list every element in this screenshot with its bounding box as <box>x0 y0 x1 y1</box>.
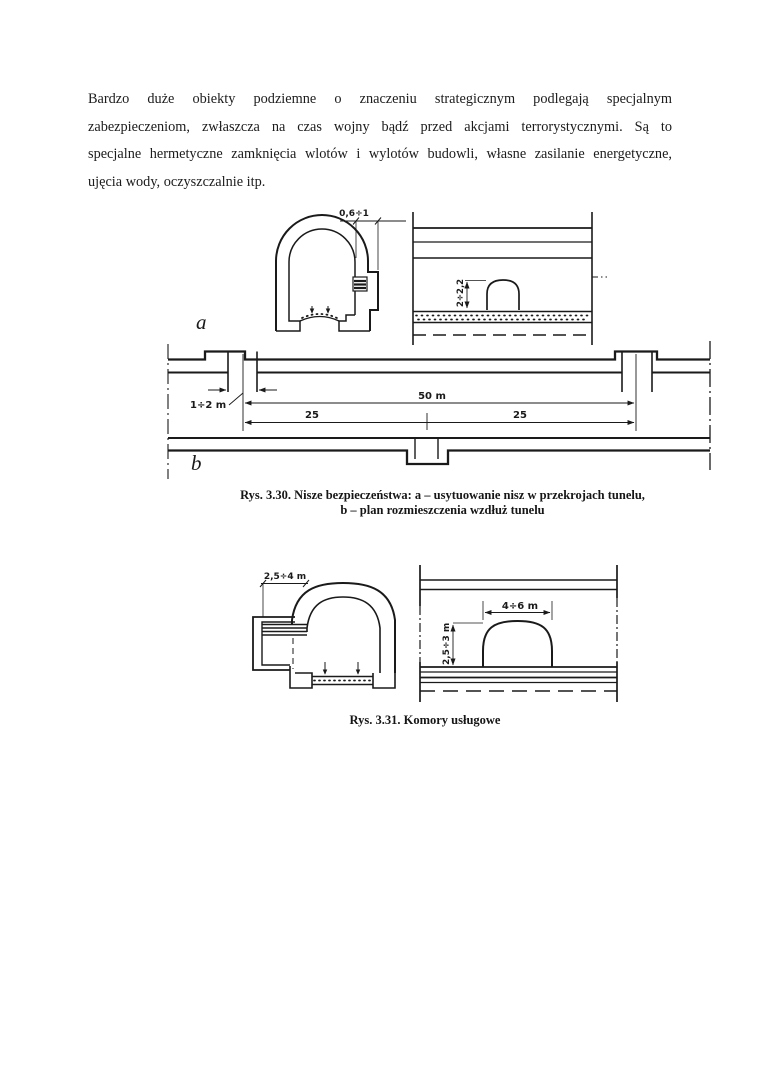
dim-chamber-width: 4÷6 m <box>501 601 539 612</box>
dim-chamber-height: 2,5÷3 m <box>442 622 452 665</box>
caption-line: Rys. 3.31. Komory usługowe <box>349 713 501 727</box>
part-b-label: b <box>191 451 202 475</box>
tunnel-longitudinal-section <box>413 212 607 345</box>
chamber-longitudinal-view <box>420 565 617 702</box>
dim-niche-height: 2÷2,2 <box>456 278 466 307</box>
tunnel-cross-section <box>196 209 406 334</box>
plan-bottom-wall <box>168 451 710 465</box>
paragraph-line: ujęcia wody, oczyszczalnie itp. <box>88 173 266 190</box>
dim-chamber-depth: 2,5÷4 m <box>263 572 307 582</box>
safety-niche-profile <box>487 280 519 310</box>
part-a-label: a <box>196 310 207 334</box>
dim-spacing-right: 25 <box>513 410 527 421</box>
dim-niche-depth: 0,6÷1 <box>339 209 369 219</box>
paragraph-line: zabezpieczeniom, zwłaszcza na czas wojny bądź przed akcjami terrorystycznymi. Są to <box>88 118 672 135</box>
caption-line: b – plan rozmieszczenia wzdłuż tunelu <box>340 503 545 517</box>
figure-331-caption <box>250 713 600 728</box>
paragraph-line: Bardzo duże obiekty podziemne o znaczeniu strategicznym podlegają specjalnym <box>88 91 672 107</box>
figure-330 <box>160 198 720 493</box>
dim-spacing-left: 25 <box>305 410 319 421</box>
plan-top-wall <box>168 352 710 360</box>
dim-spacing-total: 50 m <box>418 391 446 402</box>
dim-niche-width: 1÷2 m <box>190 400 227 411</box>
body-paragraph <box>88 86 672 196</box>
figure-330-drawing <box>160 198 720 488</box>
caption-line: Rys. 3.30. Nisze bezpieczeństwa: a – usytuowanie nisz w przekrojach tunelu, <box>240 488 645 502</box>
figure-330-caption <box>160 488 725 518</box>
figure-331 <box>250 558 630 713</box>
chamber-dome-profile <box>483 621 552 667</box>
paragraph-line: specjalne hermetyczne zamknięcia wlotów i wylotów budowli, własne zasilanie energetyczne, <box>88 146 672 162</box>
chamber-cross-section <box>253 572 395 688</box>
tunnel-plan-view <box>168 341 710 479</box>
figure-331-drawing <box>250 558 630 708</box>
